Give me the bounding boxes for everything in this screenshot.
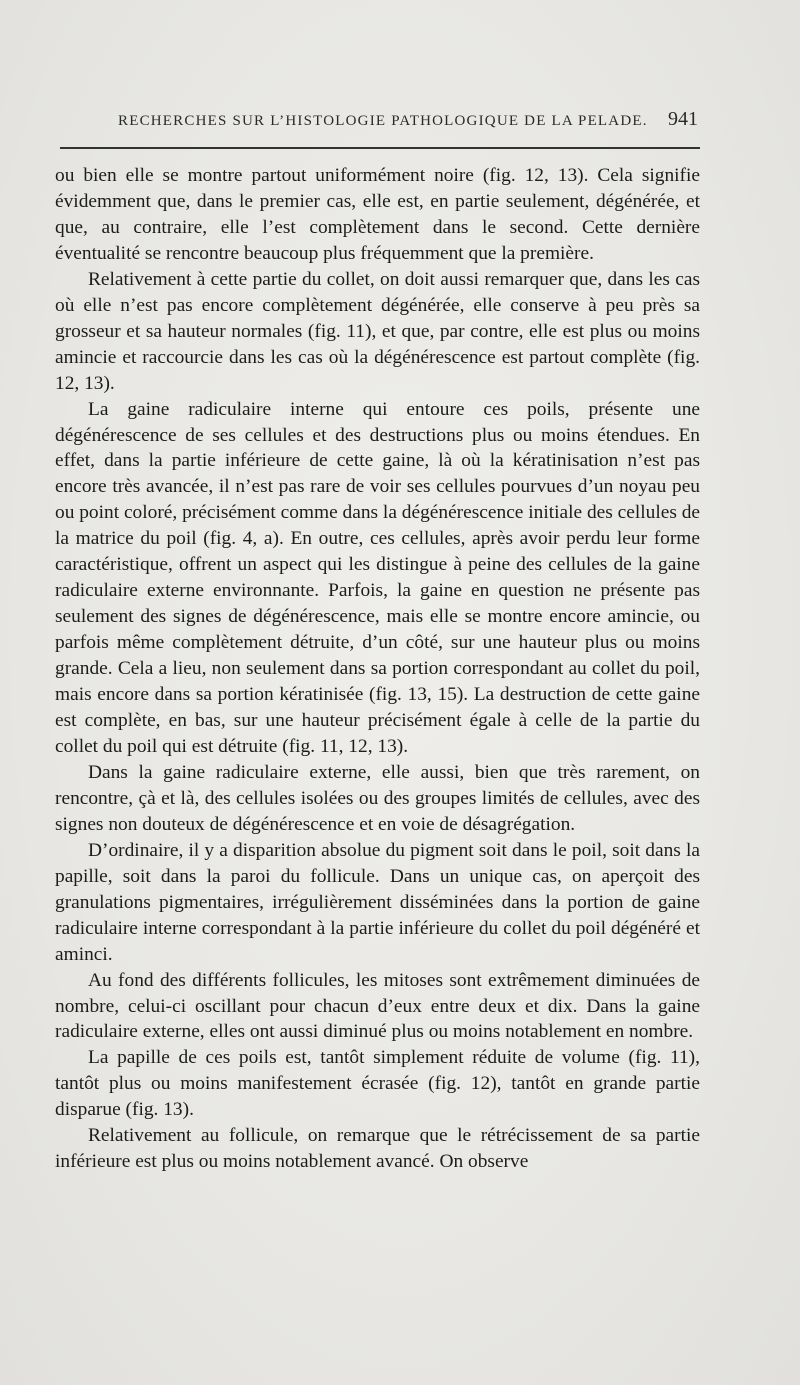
paragraph: Relativement au follicule, on remarque que le rétrécissement de sa partie inférieure est plus ou moins notablement avancé. On observe — [55, 1125, 700, 1173]
paragraph: Relativement à cette partie du collet, on doit aussi remarquer que, dans les cas où elle n’est pas encore complètement dégénérée, elle conserve à peu près sa grosseur et sa hauteur normales (fig. 11), et que, par contre, elle est plus ou moins amincie et raccourcie dans les cas où la dégénérescence est partout complète (fig. 12, 13). — [55, 268, 700, 394]
paragraph: Au fond des différents follicules, les mitoses sont extrêmement diminuées de nombre, celui-ci oscillant pour chacun d’eux entre deux et dix. Dans la gaine radiculaire externe, elles ont aussi diminué plus ou moins notablement en nombre. — [55, 969, 700, 1043]
page-number: 941 — [668, 108, 698, 130]
body-text — [55, 163, 700, 1175]
paragraph: ou bien elle se montre partout uniformément noire (fig. 12, 13). Cela signifie évidemment que, dans le premier cas, elle est, en partie seulement, dégénérée, et que, au contraire, elle l’est complètement dans le second. Cette dernière éventualité se rencontre beaucoup plus fréquemment que la première. — [55, 165, 700, 264]
paragraph: Dans la gaine radiculaire externe, elle aussi, bien que très rarement, on rencontre, çà et là, des cellules isolées ou des groupes limités de cellules, avec des signes non douteux de dégénérescence et en voie de désagrégation. — [55, 761, 700, 835]
page-header — [118, 108, 698, 132]
running-head: RECHERCHES SUR L’HISTOLOGIE PATHOLOGIQUE DE LA PELADE. — [118, 113, 648, 129]
paragraph: La papille de ces poils est, tantôt simplement réduite de volume (fig. 11), tantôt plus ou moins manifestement écrasée (fig. 12), tantôt en grande partie disparue (fig. 13). — [55, 1047, 700, 1121]
paragraph: La gaine radiculaire interne qui entoure ces poils, présente une dégénérescence de ses cellules et des destructions plus ou moins étendues. En effet, dans la partie inférieure de cette gaine, là où la kératinisation n’est pas encore très avancée, il n’est pas rare de voir ses cellules pourvues d’un noyau peu ou point coloré, précisément comme dans la dégénérescence initiale des cellules de la matrice du poil (fig. 4, a). En outre, ces cellules, après avoir perdu leur forme caractéristique, offrent un aspect qui les distingue à peine des cellules de la gaine radiculaire externe environnante. Parfois, la gaine en question ne présente pas seulement des signes de dégénérescence, mais elle se montre encore amincie, ou parfois même complètement détruite, d’un côté, sur une hauteur plus ou moins grande. Cela a lieu, non seulement dans sa portion correspondant au collet du poil, mais encore dans sa portion kératinisée (fig. 13, 15). La destruction de cette gaine est complète, en bas, sur une hauteur précisément égale à celle de la partie du collet du poil qui est détruite (fig. 11, 12, 13). — [55, 398, 701, 757]
header-rule — [60, 147, 700, 149]
paragraph: D’ordinaire, il y a disparition absolue du pigment soit dans le poil, soit dans la papille, soit dans la paroi du follicule. Dans un unique cas, on aperçoit des granulations pigmentaires, irrégulièrement disséminées dans la portion de gaine radiculaire interne correspondant à la partie inférieure du collet du poil dégénéré et aminci. — [55, 839, 700, 965]
